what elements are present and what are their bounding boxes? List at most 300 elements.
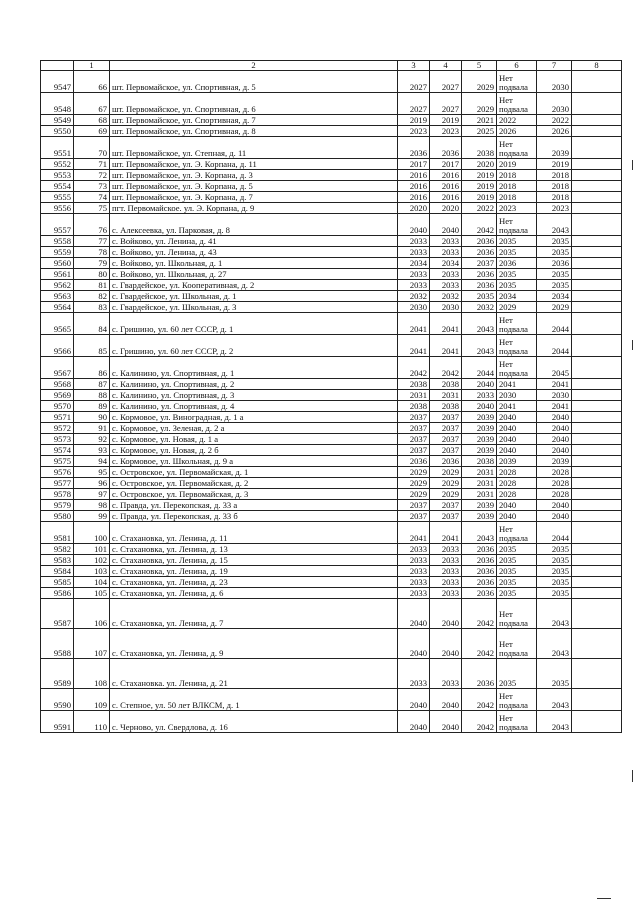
- table-cell: 93: [74, 445, 110, 456]
- table-cell: 2042: [462, 214, 497, 236]
- table-row: [41, 335, 622, 357]
- table-row: [41, 258, 622, 269]
- table-cell: 2044: [462, 357, 497, 379]
- table-cell: с. Гвардейское, ул. Школьная, д. 3: [110, 302, 398, 313]
- table-cell: 2039: [462, 423, 497, 434]
- table-cell: шт. Первомайское, ул. Э. Корпана, д. 3: [110, 170, 398, 181]
- table-cell: 2043: [462, 313, 497, 335]
- table-cell: 2018: [537, 170, 572, 181]
- table-cell: 9584: [41, 566, 74, 577]
- table-cell: с. Гвардейское, ул. Кооперативная, д. 2: [110, 280, 398, 291]
- table-cell: с. Стахановка, ул. Ленина, д. 15: [110, 555, 398, 566]
- table-cell: 85: [74, 335, 110, 357]
- table-cell: 2033: [398, 280, 430, 291]
- table-cell: 2036: [462, 236, 497, 247]
- table-cell: 9566: [41, 335, 74, 357]
- table-cell: 9586: [41, 588, 74, 599]
- table-cell: 79: [74, 258, 110, 269]
- table-cell: 2033: [462, 390, 497, 401]
- table-cell: 2044: [537, 335, 572, 357]
- table-cell: 2033: [398, 555, 430, 566]
- table-cell: 2039: [462, 412, 497, 423]
- table-cell: с. Кормовое, ул. Новая, д. 2 б: [110, 445, 398, 456]
- table-cell: 9554: [41, 181, 74, 192]
- table-cell: 2040: [497, 412, 537, 423]
- table-row: [41, 544, 622, 555]
- table-cell: 2042: [462, 629, 497, 659]
- table-cell: 2029: [462, 71, 497, 93]
- table-cell: 2039: [497, 456, 537, 467]
- table-cell: 9588: [41, 629, 74, 659]
- table-cell: с. Кормовое, ул. Школьная, д. 9 а: [110, 456, 398, 467]
- table-cell: 2038: [462, 456, 497, 467]
- table-cell: [572, 302, 622, 313]
- table-cell: Нет подвала: [497, 313, 537, 335]
- table-cell: 2029: [462, 93, 497, 115]
- table-cell: 2040: [462, 379, 497, 390]
- table-cell: 2030: [537, 71, 572, 93]
- table-row: [41, 445, 622, 456]
- table-cell: 2036: [430, 137, 462, 159]
- table-cell: 86: [74, 357, 110, 379]
- table-cell: [572, 126, 622, 137]
- table-row: [41, 588, 622, 599]
- table-cell: [572, 181, 622, 192]
- table-cell: 2020: [398, 203, 430, 214]
- table-cell: 2040: [430, 629, 462, 659]
- table-cell: [572, 456, 622, 467]
- table-cell: 91: [74, 423, 110, 434]
- table-cell: 2018: [497, 181, 537, 192]
- table-row: [41, 711, 622, 733]
- table-cell: 2018: [537, 192, 572, 203]
- table-cell: 2037: [430, 434, 462, 445]
- header-cell: 4: [430, 61, 462, 71]
- table-cell: 103: [74, 566, 110, 577]
- table-cell: [572, 170, 622, 181]
- table-row: [41, 302, 622, 313]
- table-cell: с. Гришино, ул. 60 лет СССР, д. 2: [110, 335, 398, 357]
- table-row: [41, 434, 622, 445]
- table-cell: шт. Первомайское, ул. Э. Корпана, д. 7: [110, 192, 398, 203]
- table-cell: 2038: [430, 401, 462, 412]
- table-cell: 9575: [41, 456, 74, 467]
- table-cell: с. Стахановка. ул. Ленина, д. 21: [110, 659, 398, 689]
- table-cell: Нет подвала: [497, 629, 537, 659]
- table-cell: 2035: [497, 588, 537, 599]
- table-cell: 110: [74, 711, 110, 733]
- header-cell: 6: [497, 61, 537, 71]
- table-cell: с. Островское, ул. Первомайская, д. 3: [110, 489, 398, 500]
- table-cell: 2042: [398, 357, 430, 379]
- table-cell: 2042: [462, 711, 497, 733]
- table-cell: 2041: [430, 522, 462, 544]
- table-row: [41, 115, 622, 126]
- table-cell: [572, 280, 622, 291]
- table-cell: 2035: [537, 555, 572, 566]
- table-cell: [572, 93, 622, 115]
- table-cell: 2035: [497, 555, 537, 566]
- table-cell: 2034: [430, 258, 462, 269]
- table-cell: 2023: [497, 203, 537, 214]
- table-cell: 73: [74, 181, 110, 192]
- table-cell: с. Войково, ул. Школьная, д. 1: [110, 258, 398, 269]
- table-cell: Нет подвала: [497, 689, 537, 711]
- table-cell: 2040: [497, 434, 537, 445]
- table-row: [41, 192, 622, 203]
- table-cell: [572, 445, 622, 456]
- table-cell: 2036: [462, 269, 497, 280]
- table-cell: [572, 159, 622, 170]
- table-cell: шт. Первомайское, ул. Спортивная, д. 5: [110, 71, 398, 93]
- table-cell: 9577: [41, 478, 74, 489]
- table-cell: 2019: [430, 115, 462, 126]
- table-cell: 2040: [497, 511, 537, 522]
- table-row: [41, 555, 622, 566]
- table-cell: 2027: [398, 71, 430, 93]
- table-cell: 2040: [537, 423, 572, 434]
- table-cell: 2037: [398, 423, 430, 434]
- table-cell: 2022: [462, 203, 497, 214]
- table-row: [41, 269, 622, 280]
- table-cell: 2040: [497, 423, 537, 434]
- table-row: [41, 203, 622, 214]
- table-cell: 2040: [398, 214, 430, 236]
- table-cell: [572, 335, 622, 357]
- table-cell: 9569: [41, 390, 74, 401]
- header-cell: 2: [110, 61, 398, 71]
- table-cell: 2036: [462, 659, 497, 689]
- table-cell: 88: [74, 390, 110, 401]
- table-row: [41, 93, 622, 115]
- table-cell: Нет подвала: [497, 599, 537, 629]
- table-cell: 2031: [462, 478, 497, 489]
- table-cell: с. Калинино, ул. Спортивная, д. 4: [110, 401, 398, 412]
- table-cell: 2035: [537, 269, 572, 280]
- table-cell: 2037: [430, 412, 462, 423]
- table-row: [41, 456, 622, 467]
- table-cell: 2016: [430, 170, 462, 181]
- table-cell: с. Гвардейское, ул. Школьная, д. 1: [110, 291, 398, 302]
- table-cell: Нет подвала: [497, 93, 537, 115]
- table-cell: [572, 544, 622, 555]
- table-cell: 104: [74, 577, 110, 588]
- table-cell: 2042: [462, 599, 497, 629]
- table-cell: 2035: [537, 577, 572, 588]
- header-cell: 1: [74, 61, 110, 71]
- table-cell: 2023: [537, 203, 572, 214]
- table-cell: Нет подвала: [497, 357, 537, 379]
- table-cell: 2034: [497, 291, 537, 302]
- table-cell: 2037: [398, 412, 430, 423]
- table-cell: 2039: [462, 500, 497, 511]
- table-cell: 2035: [537, 247, 572, 258]
- table-cell: 2039: [462, 511, 497, 522]
- table-row: [41, 291, 622, 302]
- table-cell: 2037: [430, 445, 462, 456]
- table-cell: 2035: [497, 544, 537, 555]
- table-cell: 9583: [41, 555, 74, 566]
- table-cell: 2041: [398, 522, 430, 544]
- table-cell: 2038: [462, 137, 497, 159]
- table-cell: 2035: [537, 659, 572, 689]
- table-cell: 2044: [537, 313, 572, 335]
- table-cell: 9590: [41, 689, 74, 711]
- table-row: [41, 629, 622, 659]
- table-cell: 9558: [41, 236, 74, 247]
- table-row: [41, 126, 622, 137]
- table-cell: 9580: [41, 511, 74, 522]
- table-cell: [572, 258, 622, 269]
- table-row: [41, 566, 622, 577]
- table-cell: с. Стахановка, ул. Ленина, д. 19: [110, 566, 398, 577]
- table-cell: 2030: [398, 302, 430, 313]
- table-cell: с. Стахановка, ул. Ленина, д. 9: [110, 629, 398, 659]
- table-cell: [572, 434, 622, 445]
- table-row: [41, 577, 622, 588]
- table-row: [41, 467, 622, 478]
- table-cell: 2040: [537, 434, 572, 445]
- table-cell: 9551: [41, 137, 74, 159]
- table-cell: 109: [74, 689, 110, 711]
- table-cell: [572, 478, 622, 489]
- table-cell: 2019: [497, 159, 537, 170]
- table-cell: 9550: [41, 126, 74, 137]
- table-cell: [572, 423, 622, 434]
- register-table-container: [40, 60, 622, 733]
- table-cell: 2041: [398, 335, 430, 357]
- table-cell: [572, 500, 622, 511]
- table-row: [41, 71, 622, 93]
- table-cell: 98: [74, 500, 110, 511]
- table-cell: с. Черново, ул. Свердлова, д. 16: [110, 711, 398, 733]
- table-cell: 2018: [537, 181, 572, 192]
- table-cell: 2030: [537, 390, 572, 401]
- table-cell: 9549: [41, 115, 74, 126]
- table-cell: с. Калинино, ул. Спортивная, д. 1: [110, 357, 398, 379]
- table-cell: 2033: [398, 236, 430, 247]
- table-row: [41, 659, 622, 689]
- table-cell: 2044: [537, 522, 572, 544]
- table-cell: 94: [74, 456, 110, 467]
- table-cell: 2041: [430, 335, 462, 357]
- table-cell: Нет подвала: [497, 335, 537, 357]
- table-cell: 2036: [462, 555, 497, 566]
- table-cell: 2030: [497, 390, 537, 401]
- table-cell: 2035: [537, 544, 572, 555]
- table-cell: 71: [74, 159, 110, 170]
- header-cell: 8: [572, 61, 622, 71]
- table-cell: 2019: [398, 115, 430, 126]
- table-cell: с. Войково, ул. Ленина, д. 43: [110, 247, 398, 258]
- table-cell: 2036: [462, 588, 497, 599]
- table-cell: 9548: [41, 93, 74, 115]
- table-cell: 2033: [398, 544, 430, 555]
- table-cell: 2029: [537, 302, 572, 313]
- table-cell: 2029: [398, 478, 430, 489]
- table-cell: 2029: [398, 489, 430, 500]
- scan-edge-mark: [632, 340, 633, 350]
- table-cell: 96: [74, 478, 110, 489]
- table-cell: 9563: [41, 291, 74, 302]
- table-cell: [572, 357, 622, 379]
- table-cell: 9571: [41, 412, 74, 423]
- table-cell: с. Правда, ул. Перекопская, д. 33 а: [110, 500, 398, 511]
- table-cell: [572, 467, 622, 478]
- table-cell: 9582: [41, 544, 74, 555]
- table-cell: 2036: [462, 280, 497, 291]
- table-cell: 2034: [537, 291, 572, 302]
- table-cell: 2030: [537, 93, 572, 115]
- table-cell: 82: [74, 291, 110, 302]
- table-cell: 2032: [462, 302, 497, 313]
- table-cell: 2038: [430, 379, 462, 390]
- table-cell: 2040: [537, 511, 572, 522]
- header-cell: 3: [398, 61, 430, 71]
- table-cell: 2043: [462, 522, 497, 544]
- table-cell: 2043: [537, 689, 572, 711]
- table-cell: 2041: [537, 401, 572, 412]
- table-cell: шт. Первомайское, ул. Спортивная, д. 7: [110, 115, 398, 126]
- table-cell: 9570: [41, 401, 74, 412]
- table-cell: 2041: [537, 379, 572, 390]
- table-cell: [572, 236, 622, 247]
- table-cell: 2029: [430, 489, 462, 500]
- table-cell: 2039: [462, 434, 497, 445]
- table-cell: 2020: [462, 159, 497, 170]
- table-cell: 2040: [398, 689, 430, 711]
- table-cell: 9565: [41, 313, 74, 335]
- table-cell: 2035: [497, 659, 537, 689]
- table-cell: 2029: [430, 467, 462, 478]
- table-cell: 9556: [41, 203, 74, 214]
- table-cell: 2043: [537, 214, 572, 236]
- table-cell: 2039: [537, 456, 572, 467]
- table-cell: 9559: [41, 247, 74, 258]
- table-cell: 2018: [497, 192, 537, 203]
- table-cell: 9567: [41, 357, 74, 379]
- table-cell: 2042: [462, 689, 497, 711]
- table-row: [41, 170, 622, 181]
- table-cell: 2027: [430, 93, 462, 115]
- table-cell: 2031: [430, 390, 462, 401]
- table-cell: [572, 629, 622, 659]
- table-row: [41, 511, 622, 522]
- table-cell: [572, 711, 622, 733]
- table-cell: с. Стахановка, ул. Ленина, д. 23: [110, 577, 398, 588]
- table-cell: 2038: [398, 401, 430, 412]
- table-cell: 2035: [497, 577, 537, 588]
- header-cell: 7: [537, 61, 572, 71]
- scan-edge-mark: [597, 898, 611, 899]
- table-cell: 2037: [398, 445, 430, 456]
- table-cell: 66: [74, 71, 110, 93]
- table-cell: 107: [74, 629, 110, 659]
- table-cell: 2040: [398, 599, 430, 629]
- table-cell: с. Войково, ул. Школьная, д. 27: [110, 269, 398, 280]
- table-cell: шт. Первомайское, ул. Степная, д. 11: [110, 137, 398, 159]
- table-cell: [572, 269, 622, 280]
- table-cell: 2035: [537, 280, 572, 291]
- table-row: [41, 423, 622, 434]
- table-cell: с. Стахановка, ул. Ленина, д. 6: [110, 588, 398, 599]
- table-cell: Нет подвала: [497, 137, 537, 159]
- table-row: [41, 599, 622, 629]
- table-cell: 2040: [430, 689, 462, 711]
- table-cell: с. Степное, ул. 50 лет ВЛКСМ, д. 1: [110, 689, 398, 711]
- table-cell: 84: [74, 313, 110, 335]
- table-cell: 9589: [41, 659, 74, 689]
- table-cell: 2037: [430, 423, 462, 434]
- table-cell: шт. Первомайское, ул. Э. Корпана, д. 11: [110, 159, 398, 170]
- table-cell: [572, 588, 622, 599]
- table-cell: 9561: [41, 269, 74, 280]
- table-cell: 2033: [430, 247, 462, 258]
- table-row: [41, 522, 622, 544]
- table-cell: [572, 313, 622, 335]
- table-cell: 9573: [41, 434, 74, 445]
- table-cell: 9572: [41, 423, 74, 434]
- table-cell: 2040: [537, 412, 572, 423]
- table-cell: 2028: [497, 478, 537, 489]
- table-cell: Нет подвала: [497, 214, 537, 236]
- table-cell: 9576: [41, 467, 74, 478]
- table-row: [41, 689, 622, 711]
- table-cell: 2033: [430, 269, 462, 280]
- table-cell: 2033: [398, 659, 430, 689]
- table-cell: 105: [74, 588, 110, 599]
- table-cell: с. Правда, ул. Перекопская, д. 33 б: [110, 511, 398, 522]
- table-cell: 9564: [41, 302, 74, 313]
- table-cell: [572, 489, 622, 500]
- table-cell: [572, 71, 622, 93]
- table-cell: 2036: [430, 456, 462, 467]
- table-cell: шт. Первомайское, ул. Э. Корпана, д. 5: [110, 181, 398, 192]
- buildings-schedule-table: [40, 60, 622, 733]
- table-row: [41, 412, 622, 423]
- header-cell: [41, 61, 74, 71]
- table-cell: 2027: [398, 93, 430, 115]
- table-cell: 2036: [537, 258, 572, 269]
- table-cell: с. Войково, ул. Ленина, д. 41: [110, 236, 398, 247]
- table-cell: [572, 203, 622, 214]
- table-cell: 2031: [398, 390, 430, 401]
- table-cell: с. Кормовое, ул. Новая, д. 1 а: [110, 434, 398, 445]
- table-cell: 9560: [41, 258, 74, 269]
- table-cell: 2026: [497, 126, 537, 137]
- table-cell: 9591: [41, 711, 74, 733]
- table-cell: [572, 214, 622, 236]
- table-row: [41, 379, 622, 390]
- table-cell: 2033: [398, 269, 430, 280]
- table-row: [41, 247, 622, 258]
- table-cell: 67: [74, 93, 110, 115]
- table-cell: 2036: [462, 566, 497, 577]
- table-cell: 2022: [537, 115, 572, 126]
- table-cell: [572, 412, 622, 423]
- table-cell: с. Островское, ул. Первомайская, д. 1: [110, 467, 398, 478]
- table-cell: 2033: [430, 555, 462, 566]
- table-cell: 97: [74, 489, 110, 500]
- table-cell: 2040: [497, 445, 537, 456]
- table-cell: 9552: [41, 159, 74, 170]
- table-cell: с. Островское, ул. Первомайская, д. 2: [110, 478, 398, 489]
- table-cell: 2043: [537, 599, 572, 629]
- table-cell: 9555: [41, 192, 74, 203]
- table-cell: 2028: [537, 489, 572, 500]
- table-cell: [572, 659, 622, 689]
- table-cell: 2023: [430, 126, 462, 137]
